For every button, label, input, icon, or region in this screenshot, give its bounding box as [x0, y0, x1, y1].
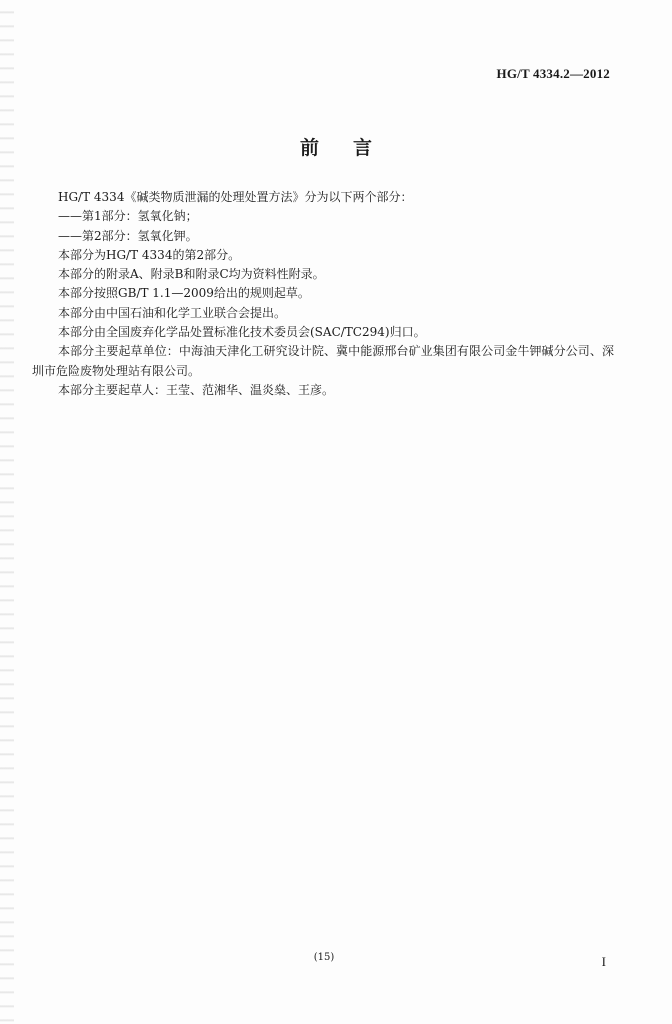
paragraph-centralized-by: 本部分由全国废弃化学品处置标准化技术委员会(SAC/TC294)归口。	[58, 325, 426, 340]
paragraph-part1: ——第1部分：氢氧化钠；	[58, 209, 198, 224]
paragraph-drafting-rules: 本部分按照GB/T 1.1—2009给出的规则起草。	[58, 286, 310, 301]
preface-body	[32, 188, 614, 400]
paragraph-intro: HG/T 4334《碱类物质泄漏的处理处置方法》分为以下两个部分：	[58, 190, 413, 204]
page-number: (15)	[313, 952, 335, 963]
document-code: HG/T 4334.2—2012	[496, 66, 610, 81]
paragraph-this-part: 本部分为HG/T 4334的第2部分。	[58, 247, 241, 262]
paragraph-drafters: 本部分主要起草人：王莹、范湘华、温炎燊、王彦。	[58, 382, 335, 397]
page-title: 前言	[299, 137, 406, 159]
paragraph-part2: ——第2部分：氢氧化钾。	[58, 228, 198, 243]
paragraph-proposed-by: 本部分由中国石油和化学工业联合会提出。	[58, 305, 287, 320]
paragraph-drafting-units: 本部分主要起草单位：中海油天津化工研究设计院、冀中能源邢台矿业集团有限公司金牛钾碱分公司、深圳市危险废物处理站有限公司。	[32, 344, 614, 378]
roman-page-numeral: I	[601, 954, 606, 969]
paragraph-appendix: 本部分的附录A、附录B和附录C均为资料性附录。	[58, 267, 325, 282]
